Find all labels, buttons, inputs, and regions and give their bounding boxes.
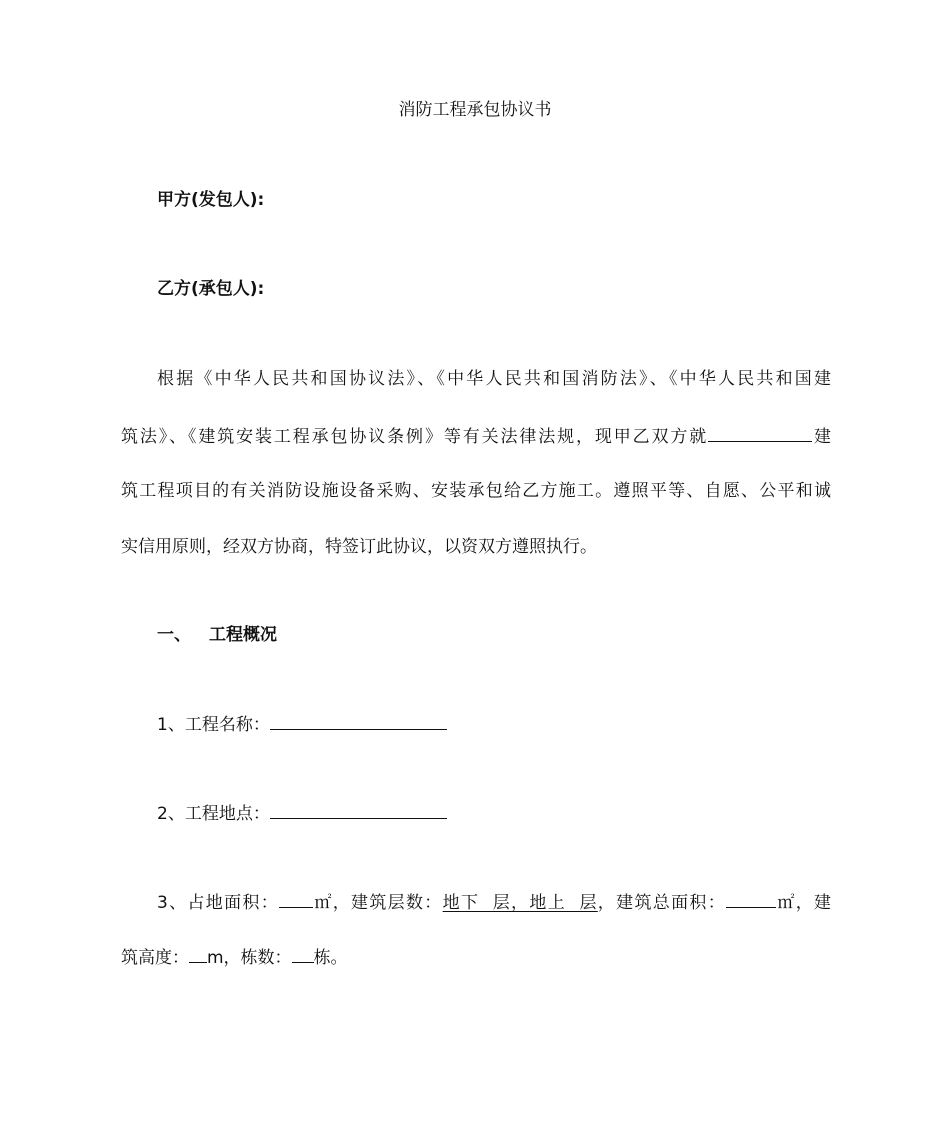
preamble-line-3 (121, 478, 831, 504)
preamble-text-3: 筑工程项目的有关消防设施设备采购、安装承包给乙方施工。遵照平等、自愿、公平和诚 (121, 481, 831, 501)
item-3-total-label: ，建筑总面积： (597, 893, 727, 913)
item-2-line (157, 799, 447, 827)
item-1-line (157, 710, 447, 738)
preamble-text-1: 根据《中华人民共和国协议法》、《中华人民共和国消防法》、《中华人民共和国建 (157, 369, 831, 389)
document-title: 消防工程承包协议书 (398, 100, 552, 120)
item-3-height-label: 筑高度： (121, 948, 189, 968)
count-blank (292, 943, 314, 963)
total-area-blank (726, 888, 776, 908)
item-3-line-1 (157, 888, 831, 916)
item-2-label: 2、工程地点： (157, 804, 270, 824)
preamble-text-2b: 建 (812, 427, 832, 447)
preamble-line-4: 实信用原则，经双方协商，特签订此协议，以资双方遵照执行。 (121, 537, 597, 557)
party-b-label: 乙方(承包人): (157, 279, 265, 299)
height-blank (189, 943, 207, 963)
item-3-height-unit: m，栋数： (207, 948, 292, 968)
item-3-line-2 (121, 943, 348, 971)
item-3-floors: 地下 层，地上 层 (442, 893, 598, 913)
land-area-blank (279, 888, 313, 908)
preamble-text-2a: 筑法》、《建筑安装工程承包协议条例》等有关法律法规，现甲乙双方就 (121, 427, 709, 447)
project-blank (708, 422, 812, 442)
preamble-line-2 (121, 422, 831, 450)
preamble-line-1 (121, 366, 831, 392)
item-3-area-label: 3、占地面积： (157, 893, 280, 913)
item-3-area-unit: ㎡，建筑层数： (313, 893, 443, 913)
section-1-heading (157, 622, 277, 648)
section-1-number: 一、 (157, 625, 191, 645)
item-1-label: 1、工程名称： (157, 715, 270, 735)
section-1-title: 工程概况 (209, 625, 277, 645)
project-name-blank (270, 710, 447, 730)
party-a-label: 甲方(发包人): (157, 190, 265, 210)
project-location-blank (270, 799, 447, 819)
item-3-count-unit: 栋。 (313, 948, 348, 968)
item-3-total-unit: ㎡，建 (776, 893, 832, 913)
